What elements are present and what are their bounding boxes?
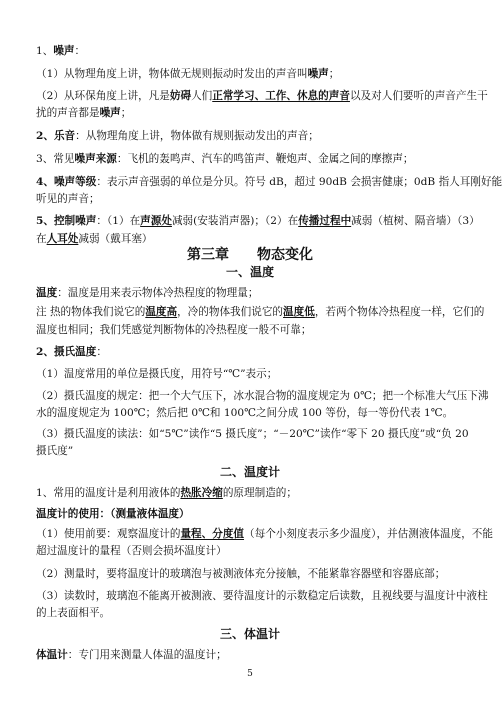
celsius-reading-line1: （3）摄氏温度的读法：如“5℃”读作“5 摄氏度”；“－20℃”读作“零下 20 摄氏度”或“负 20 bbox=[36, 428, 469, 440]
noise-def-physics: （1）从物理角度上讲，物体做无规则振动时发出的声音叫噪声； bbox=[36, 68, 340, 80]
celsius-reading-line2: 摄氏度” bbox=[36, 445, 74, 457]
thermometer-principle: 1、常用的温度计是利用液体的热胀冷缩的原理制造的； bbox=[36, 487, 297, 499]
chapter-title: 第三章 物态变化 bbox=[187, 247, 313, 263]
item-number: 1、 bbox=[36, 45, 54, 57]
celsius-unit: （1）温度常用的单位是摄氏度，用符号“℃”表示； bbox=[36, 368, 278, 380]
section-title-clinical-thermometer: 三、体温计 bbox=[219, 627, 280, 641]
celsius-rule-line1: （2）摄氏温度的规定：把一个大气压下，冰水混合物的温度规定为 0℃；把一个标准大气压下沸 bbox=[36, 390, 489, 402]
page-number: 5 bbox=[247, 669, 253, 679]
noise-sources: 3、常见噪声来源：飞机的轰鸣声、汽车的鸣笛声、鞭炮声、金属之间的摩擦声； bbox=[36, 153, 414, 165]
usage-reading-line1: （3）读数时，玻璃泡不能离开被测液、要待温度计的示数稳定后读数，且视线要与温度计中液柱 bbox=[36, 590, 488, 602]
colon: ： bbox=[74, 45, 86, 57]
temperature-note-line1: 注 热的物体我们说它的温度高，冷的物体我们说它的温度低，若两个物体冷热程度一样，它们的 bbox=[36, 306, 485, 318]
thermometer-usage-heading: 温度计的使用：（测量液体温度） bbox=[36, 508, 190, 520]
section-title-thermometer: 二、温度计 bbox=[219, 465, 280, 479]
music-definition: 2、乐音：从物理角度上讲，物体做有规则振动发出的声音； bbox=[36, 130, 319, 142]
temperature-definition: 温度：温度是用来表示物体冷热程度的物理量； bbox=[36, 287, 259, 299]
noise-level-line1: 4、噪声等级：表示声音强弱的单位是分贝。符号 dB，超过 90dB 会损害健康；0dB 指人耳刚好能 bbox=[36, 176, 502, 188]
noise-def-env-line1: （2）从环保角度上讲，凡是妨碍人们正常学习、工作、休息的声音以及对人们要听的声音产生干 bbox=[36, 90, 488, 102]
noise-control-line2: 在人耳处减弱（戴耳塞） bbox=[36, 233, 153, 245]
temperature-note-line2: 温度也相同；我们凭感觉判断物体的冷热程度一般不可靠； bbox=[36, 324, 312, 336]
usage-before-line1: （1）使用前要：观察温度计的量程、分度值（每个小刻度表示多少温度），并估测液体温度，不能 bbox=[36, 528, 493, 540]
celsius-heading: 2、摄氏温度： bbox=[36, 346, 107, 358]
clinical-thermometer-definition: 体温计：专门用来测量人体温的温度计； bbox=[36, 649, 227, 661]
usage-reading-line2: 的上表面相平。 bbox=[36, 607, 111, 619]
noise-heading bbox=[36, 44, 468, 58]
noise-level-line2: 听见的声音； bbox=[36, 193, 100, 205]
term-noise: 噪声 bbox=[53, 45, 75, 57]
noise-control-line1: 5、控制噪声：（1）在声源处减弱(安装消声器)；（2）在传播过程中减弱（植树、隔音墙）（3） bbox=[36, 215, 480, 227]
celsius-rule-line2: 水的温度规定为 100℃；然后把 0℃和 100℃之间分成 100 等份，每一等份代表 1℃。 bbox=[36, 407, 454, 419]
noise-def-env-line2: 扰的声音都是噪声； bbox=[36, 107, 132, 119]
usage-before-line2: 超过温度计的量程（否则会损坏温度计） bbox=[36, 545, 227, 557]
usage-measuring: （2）测量时，要将温度计的玻璃泡与被测液体充分接触，不能紧靠容器壁和容器底部； bbox=[36, 568, 446, 580]
section-title-temperature: 一、温度 bbox=[225, 265, 274, 279]
